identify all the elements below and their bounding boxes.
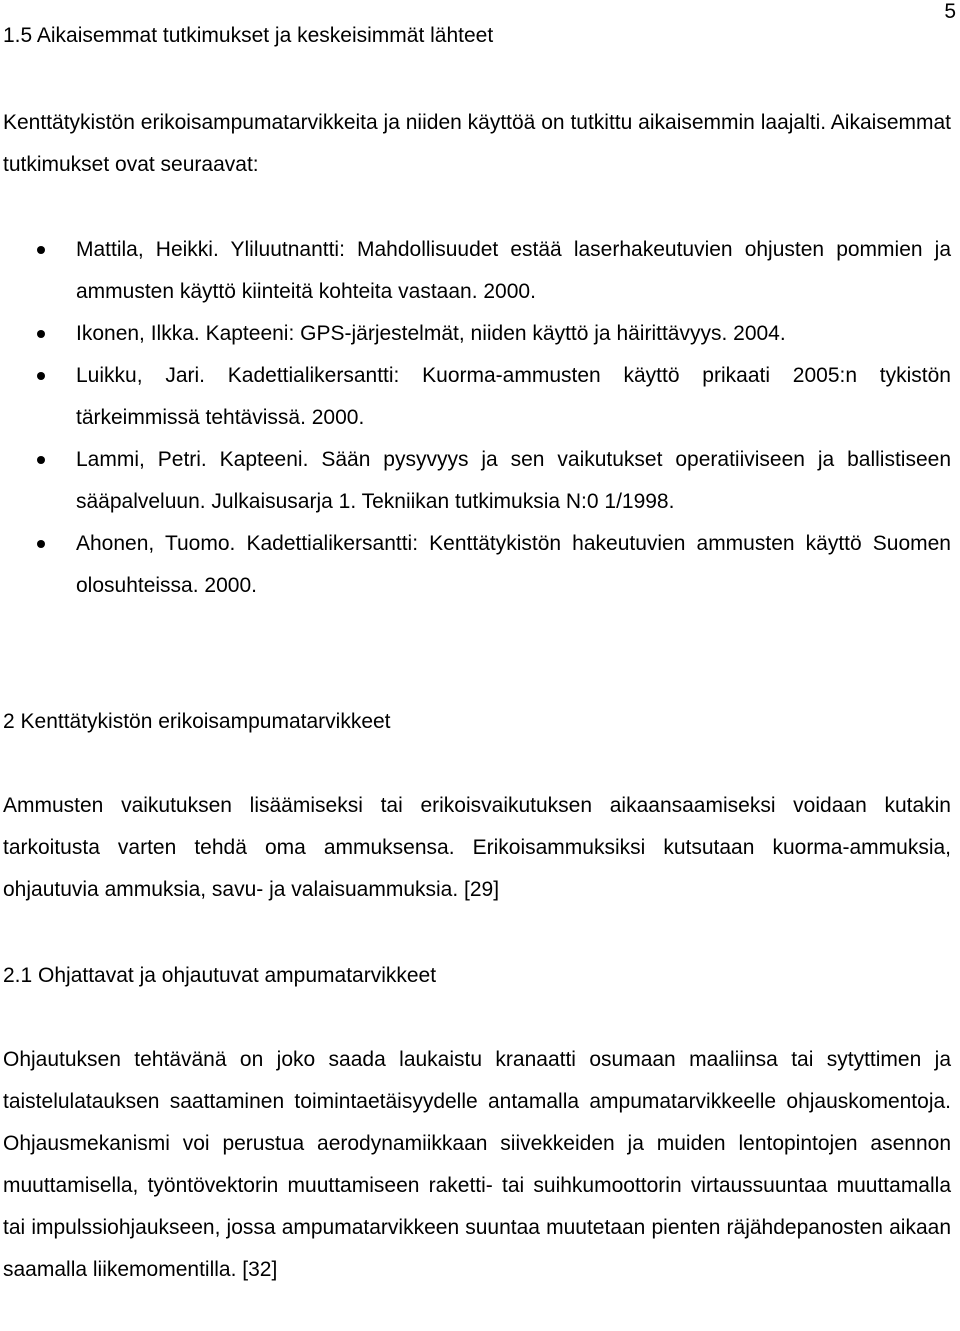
bullet-icon — [37, 456, 45, 464]
previous-studies-list — [0, 229, 951, 607]
list-item-text: Ahonen, Tuomo. Kadettialikersantti: Kenttätykistön hakeutuvien ammusten käyttö Suomen olosuhteissa. 2000. — [76, 532, 951, 597]
bullet-icon — [37, 330, 45, 338]
section-2-1-paragraph: Ohjautuksen tehtävänä on joko saada laukaistu kranaatti osumaan maaliinsa tai sytyttimen ja taistelulatauksen saattaminen toimintaetäisyydelle antamalla ampumatarvikkeelle ohjauskomentoja. Ohjausmekanismi voi perustua aerodynamiikkaan siivekkeiden ja muiden lentopintojen asennon muuttamisella, työntövektorin muuttamiseen raketti- tai suihkumoottorin virtaussuuntaa muuttamalla tai impulssiohjaukseen, jossa ampumatarvikkeen suuntaa muutetaan pienten räjähdepanosten aikaan saamalla liikemomentilla. [32] — [3, 1048, 951, 1281]
list-item — [0, 355, 951, 439]
bullet-icon — [37, 372, 45, 380]
section-heading-2: 2 Kenttätykistön erikoisampumatarvikkeet — [3, 710, 391, 733]
list-item — [0, 313, 951, 355]
list-item — [0, 523, 951, 607]
list-item-text: Lammi, Petri. Kapteeni. Sään pysyvyys ja sen vaikutukset operatiiviseen ja ballistiseen sääpalveluun. Julkaisusarja 1. Tekniikan tutkimuksia N:0 1/1998. — [76, 448, 951, 513]
list-item — [0, 439, 951, 523]
bullet-icon — [37, 540, 45, 548]
list-item-text: Luikku, Jari. Kadettialikersantti: Kuorma-ammusten käyttö prikaati 2005:n tykistön tärkeimmissä tehtävissä. 2000. — [76, 364, 951, 429]
page-number: 5 — [944, 0, 956, 23]
section-2-paragraph: Ammusten vaikutuksen lisäämiseksi tai erikoisvaikutuksen aikaansaamiseksi voidaan kutakin tarkoitusta varten tehdä oma ammuksensa. Erikoisammuksiksi kutsutaan kuorma-ammuksia, ohjautuvia ammuksia, savu- ja valaisuammuksia. [29] — [3, 794, 951, 901]
list-item-text: Ikonen, Ilkka. Kapteeni: GPS-järjestelmät, niiden käyttö ja häirittävyys. 2004. — [76, 322, 786, 345]
list-item — [0, 229, 951, 313]
list-item-text: Mattila, Heikki. Yliluutnantti: Mahdollisuudet estää laserhakeutuvien ohjusten pommien ja ammusten käyttö kiinteitä kohteita vastaan. 2000. — [76, 238, 951, 303]
section-heading-1-5: 1.5 Aikaisemmat tutkimukset ja keskeisimmät lähteet — [3, 24, 494, 47]
intro-paragraph: Kenttätykistön erikoisampumatarvikkeita ja niiden käyttöä on tutkittu aikaisemmin laajalti. Aikaisemmat tutkimukset ovat seuraavat: — [3, 111, 951, 176]
bullet-icon — [37, 246, 45, 254]
section-heading-2-1: 2.1 Ohjattavat ja ohjautuvat ampumatarvikkeet — [3, 964, 437, 987]
